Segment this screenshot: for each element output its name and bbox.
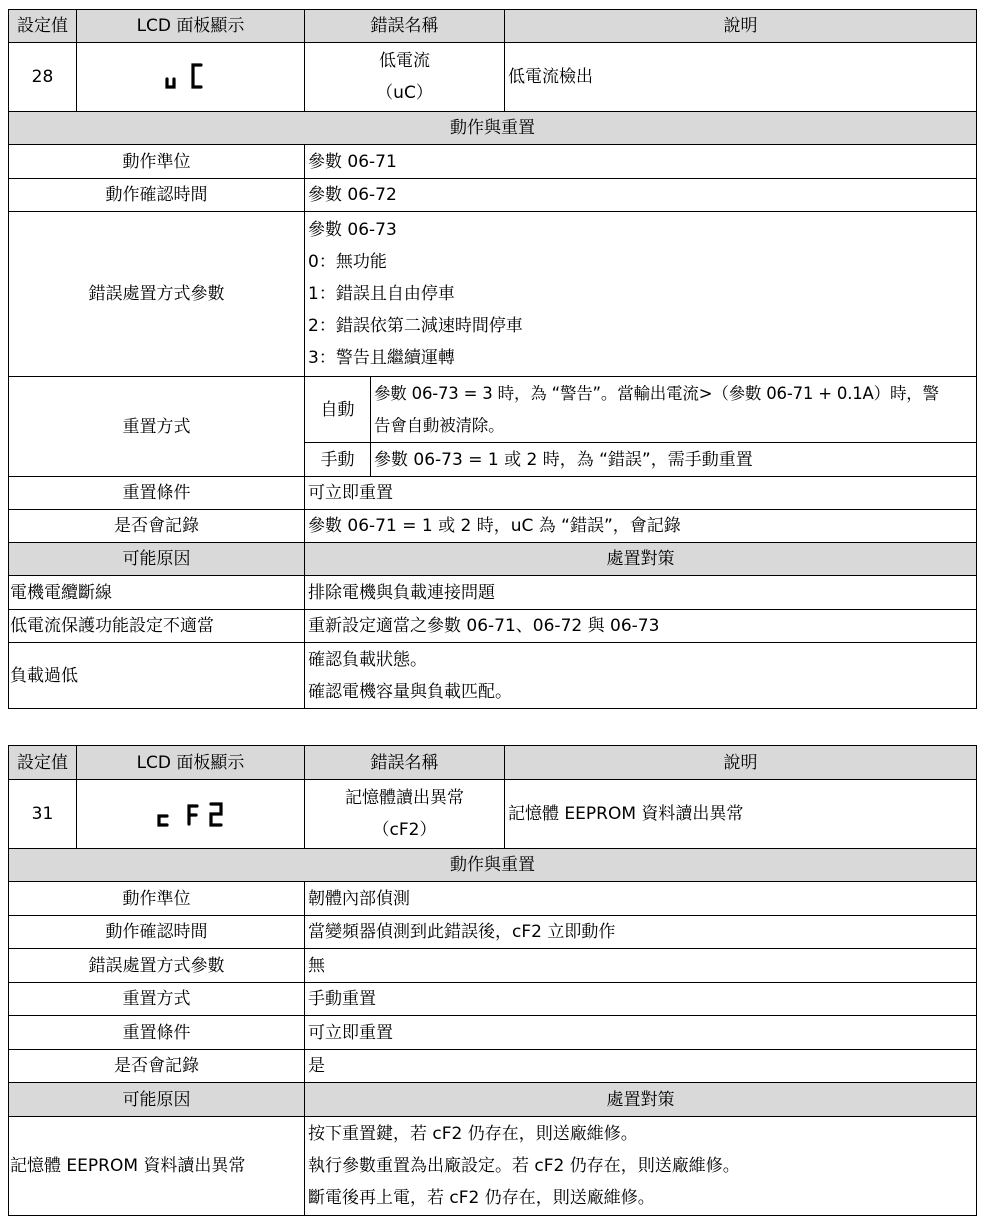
reset-condition-value: 可立即重置	[305, 477, 977, 510]
reset-method-value: 手動重置	[305, 983, 977, 1016]
header-description: 說明	[505, 746, 977, 780]
fault-treatment-line: 2：錯誤依第二減速時間停車	[308, 316, 523, 336]
lcd-cf2-glyph	[151, 794, 231, 834]
header-description: 說明	[505, 10, 977, 43]
header-setting: 設定值	[9, 746, 77, 780]
reset-auto-value	[371, 377, 977, 443]
reset-auto-label: 自動	[305, 377, 371, 443]
reset-auto-line2: 告會自動被清除。	[374, 415, 505, 435]
reset-manual-value: 參數 06-73 = 1 或 2 時，為 “錯誤”，需手動重置	[371, 443, 977, 477]
action-time-label: 動作確認時間	[9, 916, 305, 949]
fault-treatment-value: 無	[305, 949, 977, 983]
actions-header: 處置對策	[305, 1083, 977, 1117]
lcd-uc-glyph	[161, 57, 221, 97]
description: 低電流檢出	[505, 43, 977, 112]
reset-condition-label: 重置條件	[9, 1016, 305, 1050]
recorded-value: 是	[305, 1050, 977, 1083]
lcd-display	[77, 780, 305, 849]
action-line: 斷電後再上電，若 cF2 仍存在，則送廠維修。	[308, 1188, 655, 1208]
action-time-label: 動作確認時間	[9, 179, 305, 212]
action-level-label: 動作準位	[9, 145, 305, 179]
cause-item: 負載過低	[9, 643, 305, 709]
action-item	[305, 1117, 977, 1216]
fault-treatment-line: 3：警告且繼續運轉	[308, 348, 455, 368]
fault-name	[305, 780, 505, 849]
header-lcd: LCD 面板顯示	[77, 746, 305, 780]
setting-code: 31	[9, 780, 77, 849]
action-item: 排除電機與負載連接問題	[305, 576, 977, 610]
fault-name-line2: （cF2）	[372, 820, 437, 840]
header-fault-name: 錯誤名稱	[305, 10, 505, 43]
action-item	[305, 643, 977, 709]
fault-table-uc	[8, 9, 977, 709]
action-line: 確認電機容量與負載匹配。	[308, 681, 512, 702]
action-line: 確認負載狀態。	[308, 649, 427, 670]
fault-name-line1: 低電流	[379, 51, 430, 71]
reset-auto-line1: 參數 06-73 = 3 時，為 “警告”。當輸出電流>（參數 06-71 + 0.1A）時，警	[374, 383, 939, 403]
description: 記憶體 EEPROM 資料讀出異常	[505, 780, 977, 849]
cause-item: 記憶體 EEPROM 資料讀出異常	[9, 1117, 305, 1216]
action-level-value: 韌體內部偵測	[305, 882, 977, 916]
action-line: 執行參數重置為出廠設定。若 cF2 仍存在，則送廠維修。	[308, 1156, 740, 1176]
cause-item: 電機電纜斷線	[9, 576, 305, 610]
reset-method-label: 重置方式	[9, 983, 305, 1016]
header-lcd: LCD 面板顯示	[77, 10, 305, 43]
fault-table-cf2	[8, 745, 977, 1216]
action-time-value: 當變頻器偵測到此錯誤後，cF2 立即動作	[305, 916, 977, 949]
fault-name-line1: 記憶體讀出異常	[345, 788, 464, 808]
causes-header: 可能原因	[9, 1083, 305, 1117]
reset-condition-value: 可立即重置	[305, 1016, 977, 1050]
action-item: 重新設定適當之參數 06-71、06-72 與 06-73	[305, 610, 977, 643]
fault-treatment-line: 0：無功能	[308, 252, 387, 272]
action-line: 按下重置鍵，若 cF2 仍存在，則送廠維修。	[308, 1124, 638, 1144]
action-time-value: 參數 06-72	[305, 179, 977, 212]
causes-header: 可能原因	[9, 543, 305, 576]
recorded-label: 是否會記錄	[9, 510, 305, 543]
action-level-value: 參數 06-71	[305, 145, 977, 179]
section-action-reset: 動作與重置	[9, 112, 977, 145]
fault-treatment-line: 1：錯誤且自由停車	[308, 284, 455, 304]
reset-manual-label: 手動	[305, 443, 371, 477]
recorded-label: 是否會記錄	[9, 1050, 305, 1083]
setting-code: 28	[9, 43, 77, 112]
recorded-value: 參數 06-71 = 1 或 2 時，uC 為 “錯誤”，會記錄	[305, 510, 977, 543]
fault-treatment-line: 參數 06-73	[308, 220, 397, 240]
fault-treatment-label: 錯誤處置方式參數	[9, 949, 305, 983]
section-action-reset: 動作與重置	[9, 849, 977, 882]
header-fault-name: 錯誤名稱	[305, 746, 505, 780]
reset-method-label: 重置方式	[9, 377, 305, 477]
reset-condition-label: 重置條件	[9, 477, 305, 510]
fault-name-line2: （uC）	[376, 83, 433, 103]
cause-item: 低電流保護功能設定不適當	[9, 610, 305, 643]
fault-name	[305, 43, 505, 112]
fault-treatment-label: 錯誤處置方式參數	[9, 212, 305, 377]
actions-header: 處置對策	[305, 543, 977, 576]
lcd-display	[77, 43, 305, 112]
fault-treatment-value	[305, 212, 977, 377]
action-level-label: 動作準位	[9, 882, 305, 916]
header-setting: 設定值	[9, 10, 77, 43]
